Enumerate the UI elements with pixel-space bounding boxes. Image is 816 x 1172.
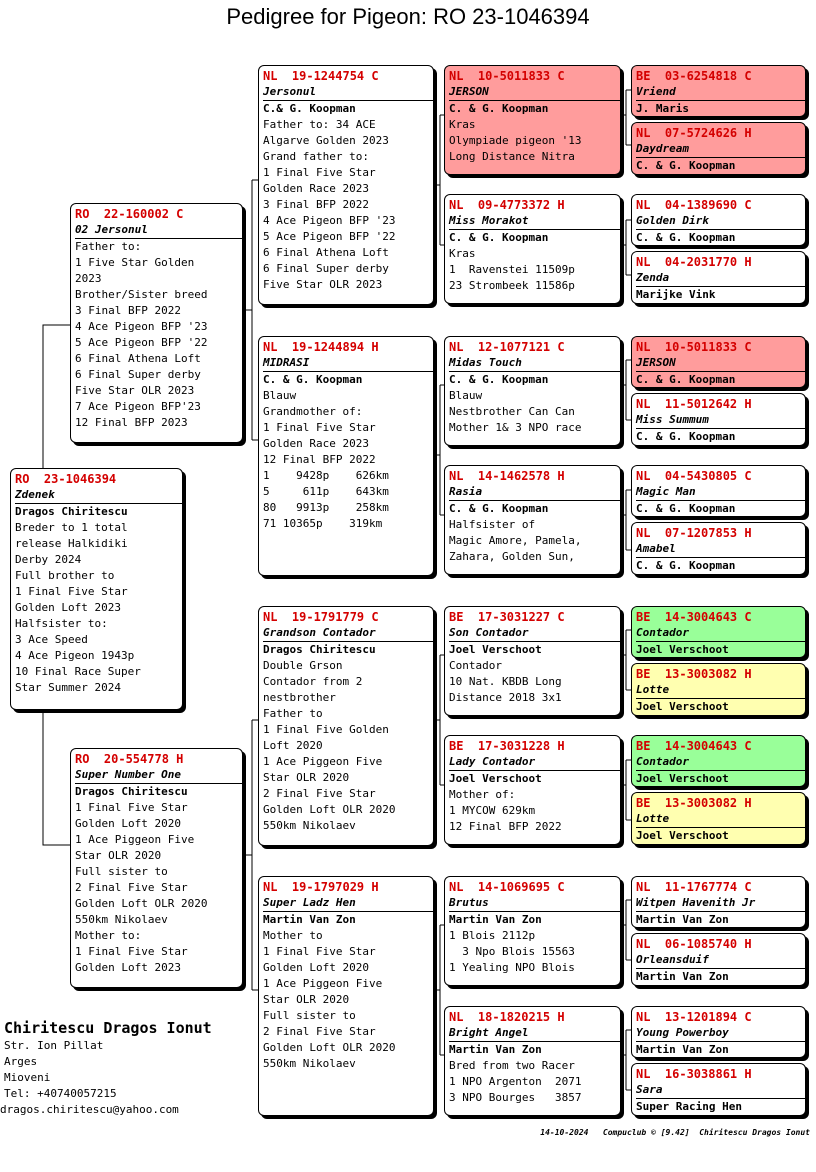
gen4-card[interactable] — [631, 1006, 806, 1058]
ring-number: NL 10-5011833 C — [449, 69, 565, 83]
connector-ggp7 — [621, 900, 631, 960]
info-line: Star OLR 2020 — [75, 849, 162, 862]
pigeon-name: Sara — [636, 1082, 805, 1099]
info-line: 2 Final Five Star — [263, 1025, 376, 1038]
pigeon-name: Super Number One — [75, 767, 242, 784]
owner: Martin Van Zon — [449, 913, 542, 926]
info-line: Star OLR 2020 — [263, 771, 350, 784]
info-line: Mother 1& 3 NPO race — [449, 421, 582, 434]
gen4-card[interactable] — [631, 1063, 806, 1116]
info-line: 12 Final BFP 2022 — [263, 453, 376, 466]
gen4-card[interactable] — [631, 65, 806, 117]
connector-gp2 — [434, 385, 444, 515]
info-line: Double Grson — [263, 659, 343, 672]
ring-number: BE 14-3004643 C — [636, 610, 752, 624]
info-line: 1 MYCOW 629km — [449, 804, 536, 817]
info-line: Halfsister of — [449, 518, 536, 531]
owner: C. & G. Koopman — [636, 502, 736, 515]
great-grandparent-card[interactable] — [444, 1006, 621, 1116]
ring-number: BE 14-3004643 C — [636, 739, 752, 753]
great-grandparent-card[interactable] — [444, 465, 621, 575]
pigeon-name: Lotte — [636, 811, 805, 828]
owner: C. & G. Koopman — [449, 502, 549, 515]
connector-subject-dam — [43, 710, 70, 845]
connector-ggp3 — [621, 360, 631, 420]
info-line: 80 9913p 258km — [263, 501, 389, 514]
info-line: Contador — [449, 659, 502, 672]
info-line: 5 611p 643km — [263, 485, 389, 498]
owner: Joel Verschoot — [636, 829, 729, 842]
pigeon-name: Super Ladz Hen — [263, 895, 433, 912]
info-line: Kras — [449, 118, 476, 131]
info-line: Five Star OLR 2023 — [263, 278, 383, 291]
pigeon-name: Contador — [636, 625, 805, 642]
pigeon-name: Orleansduif — [636, 952, 805, 969]
info-line: 10 Nat. KBDB Long — [449, 675, 562, 688]
gen4-card[interactable] — [631, 336, 806, 388]
info-line: Blauw — [263, 389, 297, 402]
info-line: 1 Yealing NPO Blois — [449, 961, 575, 974]
info-line: 550km Nikolaev — [263, 819, 356, 832]
connector-subject-sire — [43, 325, 70, 470]
info-line: 1 Final Five Star — [263, 421, 376, 434]
footer-credit: 14-10-2024 Compuclub © [9.42] Chiritescu Dragos Ionut — [540, 1128, 810, 1137]
pigeon-name: Miss Morakot — [449, 213, 620, 230]
info-line: Star OLR 2020 — [263, 993, 350, 1006]
pigeon-name: Daydream — [636, 141, 805, 158]
info-line: Golden Race 2023 — [263, 182, 369, 195]
subject-pigeon-card[interactable] — [10, 468, 183, 710]
pigeon-name: Zdenek — [15, 487, 182, 504]
ring-number: NL 07-5724626 H — [636, 126, 752, 140]
breeder-street: Str. Ion Pillat — [4, 1039, 104, 1052]
info-line: 1 Final Five Golden — [263, 723, 389, 736]
connector-gp1 — [434, 115, 444, 245]
info-line: Breder to 1 total — [15, 521, 128, 534]
gen4-card[interactable] — [631, 933, 806, 986]
info-line: 6 Final Super derby — [75, 368, 201, 381]
dam-card[interactable] — [70, 748, 243, 988]
ring-number: NL 09-4773372 H — [449, 198, 565, 212]
connector-ggp4 — [621, 490, 631, 550]
gen4-card[interactable] — [631, 122, 806, 175]
owner: Dragos Chiritescu — [263, 643, 376, 656]
pigeon-name: Young Powerboy — [636, 1025, 805, 1042]
info-line: Brother/Sister breed — [75, 288, 208, 301]
owner: Joel Verschoot — [449, 772, 542, 785]
info-line: 3 Npo Blois 15563 — [449, 945, 575, 958]
info-line: 3 Final BFP 2022 — [263, 198, 369, 211]
ring-number: NL 04-5430805 C — [636, 469, 752, 483]
gen4-card[interactable] — [631, 663, 806, 716]
owner: J. Maris — [636, 102, 689, 115]
pigeon-name: Lotte — [636, 682, 805, 699]
ring-number: BE 13-3003082 H — [636, 667, 752, 681]
ring-number: RO 20-554778 H — [75, 752, 184, 766]
pigeon-name: Bright Angel — [449, 1025, 620, 1042]
info-line: release Halkidiki — [15, 537, 128, 550]
info-line: 4 Ace Pigeon BFP '23 — [263, 214, 396, 227]
info-line: Golden Loft 2020 — [75, 817, 181, 830]
owner: Marijke Vink — [636, 288, 716, 301]
owner: Joel Verschoot — [636, 772, 729, 785]
info-line: Magic Amore, Pamela, — [449, 534, 582, 547]
info-line: Full sister to — [263, 1009, 356, 1022]
grandparent-card[interactable] — [258, 876, 434, 1116]
gen4-card[interactable] — [631, 735, 806, 787]
connector-sire-grandparents — [243, 180, 258, 440]
info-line: 3 NPO Bourges 3857 — [449, 1091, 582, 1104]
info-line: Golden Loft 2023 — [75, 961, 181, 974]
pigeon-name: JERSON — [636, 355, 805, 372]
ring-number: BE 03-6254818 C — [636, 69, 752, 83]
info-line: Algarve Golden 2023 — [263, 134, 389, 147]
info-line: 2023 — [75, 272, 102, 285]
ring-number: NL 13-1201894 C — [636, 1010, 752, 1024]
pigeon-name: Golden Dirk — [636, 213, 805, 230]
gen4-card[interactable] — [631, 876, 806, 928]
pigeon-name: Magic Man — [636, 484, 805, 501]
connector-ggp2 — [621, 220, 631, 275]
info-line: Golden Loft 2023 — [15, 601, 121, 614]
pigeon-name: Witpen Havenith Jr — [636, 895, 805, 912]
info-line: Full sister to — [75, 865, 168, 878]
great-grandparent-card[interactable] — [444, 876, 621, 986]
ring-number: NL 04-2031770 H — [636, 255, 752, 269]
ring-number: BE 13-3003082 H — [636, 796, 752, 810]
info-line: 5 Ace Pigeon BFP '22 — [75, 336, 208, 349]
owner: C. & G. Koopman — [263, 373, 363, 386]
info-line: Golden Loft OLR 2020 — [75, 897, 208, 910]
pigeon-name: MIDRASI — [263, 355, 433, 372]
connector-gp4 — [434, 925, 444, 1055]
info-line: 1 Final Five Star — [75, 945, 188, 958]
gen4-card[interactable] — [631, 251, 806, 304]
pigeon-name: Contador — [636, 754, 805, 771]
owner: C. & G. Koopman — [636, 159, 736, 172]
info-line: 1 Ravenstei 11509p — [449, 263, 575, 276]
info-line: 4 Ace Pigeon BFP '23 — [75, 320, 208, 333]
info-line: 1 Final Five Star — [263, 166, 376, 179]
info-line: 6 Final Athena Loft — [263, 246, 389, 259]
owner: C. & G. Koopman — [449, 231, 549, 244]
info-line: Bred from two Racer — [449, 1059, 575, 1072]
ring-number: RO 23-1046394 — [15, 472, 117, 486]
info-line: nestbrother — [263, 691, 336, 704]
owner: Joel Verschoot — [449, 643, 542, 656]
connector-ggp5 — [621, 630, 631, 690]
ring-number: NL 19-1244894 H — [263, 340, 379, 354]
info-line: 1 NPO Argenton 2071 — [449, 1075, 582, 1088]
ring-number: RO 22-160002 C — [75, 207, 184, 221]
ring-number: NL 19-1791779 C — [263, 610, 379, 624]
info-line: Golden Race 2023 — [263, 437, 369, 450]
gen4-card[interactable] — [631, 522, 806, 575]
breeder-county: Arges — [4, 1055, 38, 1068]
info-line: Star Summer 2024 — [15, 681, 121, 694]
great-grandparent-card[interactable] — [444, 336, 621, 446]
great-grandparent-card[interactable] — [444, 735, 621, 845]
owner: C. & G. Koopman — [449, 102, 549, 115]
info-line: 1 Final Five Star — [263, 945, 376, 958]
page-title: Pedigree for Pigeon: RO 23-1046394 — [226, 4, 590, 29]
info-line: Derby 2024 — [15, 553, 82, 566]
info-line: 6 Final Super derby — [263, 262, 389, 275]
pigeon-name: Brutus — [449, 895, 620, 912]
info-line: 2 Final Five Star — [75, 881, 188, 894]
pigeon-name: Lady Contador — [449, 754, 620, 771]
info-line: 71 10365p 319km — [263, 517, 383, 530]
info-line: 12 Final BFP 2022 — [449, 820, 562, 833]
ring-number: NL 14-1462578 H — [449, 469, 565, 483]
ring-number: NL 12-1077121 C — [449, 340, 565, 354]
owner: Super Racing Hen — [636, 1100, 742, 1113]
connector-ggp8 — [621, 1030, 631, 1090]
owner: C. & G. Koopman — [636, 559, 736, 572]
ring-number: NL 11-1767774 C — [636, 880, 752, 894]
great-grandparent-card[interactable] — [444, 194, 621, 304]
info-line: Golden Loft 2020 — [263, 961, 369, 974]
gen4-card[interactable] — [631, 606, 806, 658]
ring-number: NL 11-5012642 H — [636, 397, 752, 411]
pigeon-name: Zenda — [636, 270, 805, 287]
owner: Martin Van Zon — [263, 913, 356, 926]
ring-number: NL 16-3038861 H — [636, 1067, 752, 1081]
owner: C. & G. Koopman — [636, 231, 736, 244]
ring-number: NL 19-1797029 H — [263, 880, 379, 894]
pigeon-name: JERSON — [449, 84, 620, 101]
pigeon-name: Miss Summum — [636, 412, 805, 429]
info-line: Mother to: — [75, 929, 142, 942]
info-line: 5 Ace Pigeon BFP '22 — [263, 230, 396, 243]
info-line: 7 Ace Pigeon BFP'23 — [75, 400, 201, 413]
info-line: 3 Ace Speed — [15, 633, 88, 646]
pigeon-name: Rasia — [449, 484, 620, 501]
info-line: 12 Final BFP 2023 — [75, 416, 188, 429]
owner: Martin Van Zon — [636, 970, 729, 983]
info-line: Kras — [449, 247, 476, 260]
connector-ggp6 — [621, 760, 631, 820]
breeder-info — [0, 1018, 212, 1118]
gen4-card[interactable] — [631, 393, 806, 446]
pigeon-name: Grandson Contador — [263, 625, 433, 642]
ring-number: NL 18-1820215 H — [449, 1010, 565, 1024]
info-line: Grand father to: — [263, 150, 369, 163]
info-line: Five Star OLR 2023 — [75, 384, 195, 397]
pigeon-name: Jersonul — [263, 84, 433, 101]
breeder-name: Chiritescu Dragos Ionut — [4, 1019, 212, 1037]
breeder-email[interactable]: dragos.chiritescu@yahoo.com — [0, 1103, 179, 1116]
info-line: Olympiade pigeon '13 — [449, 134, 582, 147]
gen4-card[interactable] — [631, 792, 806, 845]
ring-number: BE 17-3031227 C — [449, 610, 565, 624]
pigeon-name: Vriend — [636, 84, 805, 101]
info-line: Mother to — [263, 929, 323, 942]
info-line: 3 Final BFP 2022 — [75, 304, 181, 317]
owner: Joel Verschoot — [636, 700, 729, 713]
grandparent-card[interactable] — [258, 65, 434, 305]
pigeon-name: 02 Jersonul — [75, 222, 242, 239]
pigeon-name: Son Contador — [449, 625, 620, 642]
info-line: Golden Loft OLR 2020 — [263, 1041, 396, 1054]
ring-number: NL 19-1244754 C — [263, 69, 379, 83]
info-line: Full brother to — [15, 569, 115, 582]
info-line: 6 Final Athena Loft — [75, 352, 201, 365]
owner: C. & G. Koopman — [636, 430, 736, 443]
ring-number: NL 14-1069695 C — [449, 880, 565, 894]
owner: Martin Van Zon — [636, 913, 729, 926]
info-line: Blauw — [449, 389, 483, 402]
owner: Joel Verschoot — [636, 643, 729, 656]
connector-ggp1 — [621, 90, 631, 145]
owner: Martin Van Zon — [636, 1043, 729, 1056]
breeder-phone: Tel: +40740057215 — [4, 1087, 117, 1100]
owner: C. & G. Koopman — [636, 373, 736, 386]
grandparent-card[interactable] — [258, 606, 434, 846]
owner: C.& G. Koopman — [263, 102, 356, 115]
info-line: Mother of: — [449, 788, 516, 801]
info-line: 10 Final Race Super — [15, 665, 141, 678]
info-line: 1 9428p 626km — [263, 469, 389, 482]
info-line: Loft 2020 — [263, 739, 323, 752]
gen4-card[interactable] — [631, 465, 806, 517]
info-line: Father to: — [75, 240, 142, 253]
info-line: 550km Nikolaev — [75, 913, 168, 926]
info-line: Long Distance Nitra — [449, 150, 575, 163]
owner: C. & G. Koopman — [449, 373, 549, 386]
connector-gp3 — [434, 655, 444, 785]
ring-number: BE 17-3031228 H — [449, 739, 565, 753]
ring-number: NL 07-1207853 H — [636, 526, 752, 540]
info-line: 1 Ace Piggeon Five — [75, 833, 195, 846]
info-line: Grandmother of: — [263, 405, 363, 418]
info-line: 550km Nikolaev — [263, 1057, 356, 1070]
owner: Dragos Chiritescu — [75, 785, 188, 798]
ring-number: NL 10-5011833 C — [636, 340, 752, 354]
info-line: 1 Final Five Star — [15, 585, 128, 598]
info-line: 4 Ace Pigeon 1943p — [15, 649, 135, 662]
great-grandparent-card[interactable] — [444, 606, 621, 716]
info-line: 1 Blois 2112p — [449, 929, 536, 942]
info-line: Contador from 2 — [263, 675, 363, 688]
info-line: Halfsister to: — [15, 617, 108, 630]
pigeon-name: Midas Touch — [449, 355, 620, 372]
ring-number: NL 04-1389690 C — [636, 198, 752, 212]
info-line: Nestbrother Can Can — [449, 405, 575, 418]
info-line: 1 Ace Piggeon Five — [263, 755, 383, 768]
connector-dam-grandparents — [243, 720, 258, 990]
info-line: Father to: 34 ACE — [263, 118, 376, 131]
breeder-city: Mioveni — [4, 1071, 51, 1084]
info-line: Golden Loft OLR 2020 — [263, 803, 396, 816]
info-line: Zahara, Golden Sun, — [449, 550, 575, 563]
pigeon-name: Amabel — [636, 541, 805, 558]
info-line: 1 Ace Piggeon Five — [263, 977, 383, 990]
owner: Martin Van Zon — [449, 1043, 542, 1056]
info-line: 23 Strombeek 11586p — [449, 279, 575, 292]
great-grandparent-card[interactable] — [444, 65, 621, 175]
sire-card[interactable] — [70, 203, 243, 443]
grandparent-card[interactable] — [258, 336, 434, 576]
info-line: Distance 2018 3x1 — [449, 691, 562, 704]
info-line: Father to — [263, 707, 323, 720]
info-line: 2 Final Five Star — [263, 787, 376, 800]
owner: Dragos Chiritescu — [15, 505, 128, 518]
ring-number: NL 06-1085740 H — [636, 937, 752, 951]
info-line: 1 Final Five Star — [75, 801, 188, 814]
info-line: 1 Five Star Golden — [75, 256, 195, 269]
gen4-card[interactable] — [631, 194, 806, 246]
